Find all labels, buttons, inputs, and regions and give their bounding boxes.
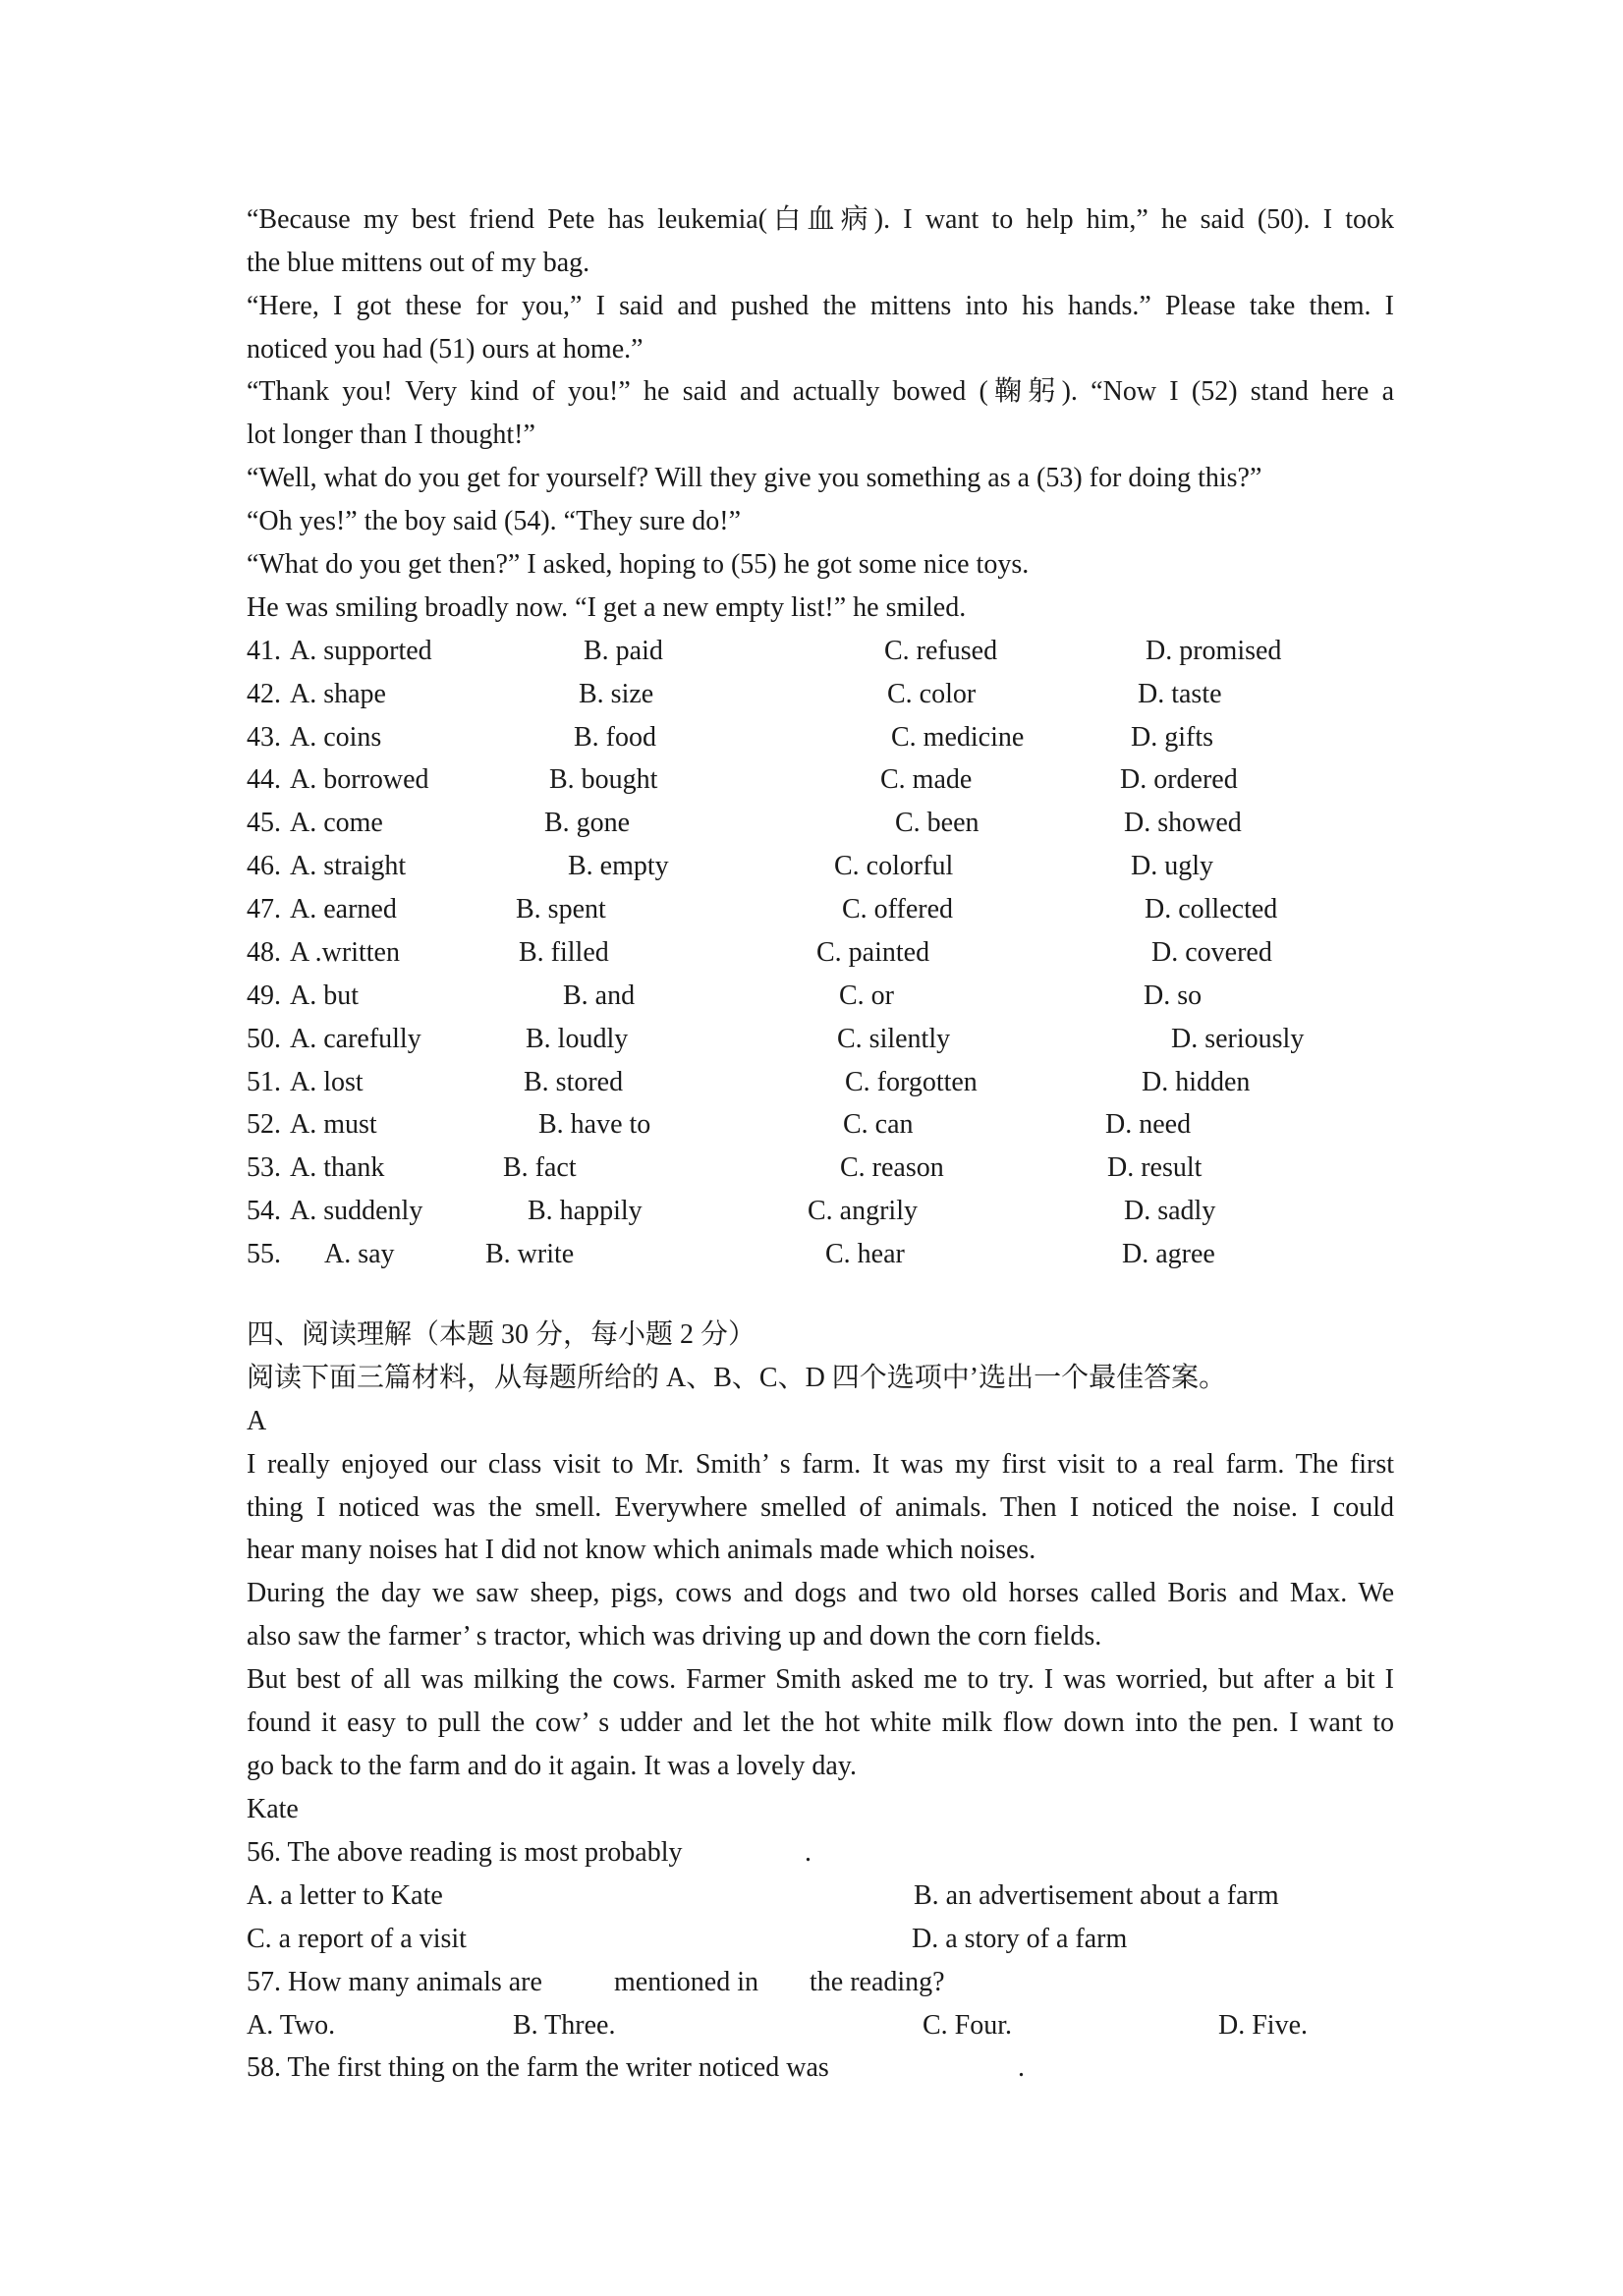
passage-line: During the day we saw sheep, pigs, cows and dogs and two old horses called Boris and Max. We	[247, 1578, 1394, 1608]
option-c: C. medicine	[891, 722, 1025, 753]
question-number: 51.	[247, 1067, 281, 1097]
option-b: B. write	[485, 1239, 575, 1269]
option-d: D. result	[1107, 1152, 1203, 1183]
option-d: D. Five.	[1218, 2010, 1308, 2041]
story-line: lot longer than I thought!”	[247, 420, 535, 450]
option-a: A. Two.	[247, 2010, 336, 2041]
option-d: D. promised	[1146, 636, 1282, 666]
option-b: B. gone	[544, 808, 631, 838]
question-number: 49.	[247, 980, 281, 1011]
option-d: D. ugly	[1131, 851, 1213, 881]
passage-line: also saw the farmer’ s tractor, which was driving up and down the corn fields.	[247, 1621, 1102, 1652]
option-c: C. Four.	[923, 2010, 1013, 2041]
option-b: B. size	[579, 679, 654, 709]
option-d: D. so	[1144, 980, 1203, 1011]
option-d: D. sadly	[1124, 1196, 1216, 1226]
option-a: A .written	[290, 937, 400, 968]
option-a: A. say	[324, 1239, 395, 1269]
option-c: C. colorful	[834, 851, 954, 881]
option-d: D. a story of a farm	[912, 1924, 1128, 1954]
option-b: B. Three.	[513, 2010, 616, 2041]
question-stem: 57. How many animals are	[247, 1967, 542, 1997]
option-b: B. stored	[524, 1067, 624, 1097]
question-stem: 56. The above reading is most probably	[247, 1837, 683, 1868]
question-stem: mentioned in	[614, 1967, 758, 1997]
passage-signature: Kate	[247, 1794, 299, 1824]
option-d: D. agree	[1122, 1239, 1215, 1269]
question-number: 43.	[247, 722, 281, 753]
passage-line: thing I noticed was the smell. Everywhere smelled of animals. Then I noticed the noise. I could	[247, 1492, 1394, 1523]
question-number: 54.	[247, 1196, 281, 1226]
story-line: He was smiling broadly now. “I get a new empty list!” he smiled.	[247, 592, 967, 623]
option-d: D. need	[1105, 1109, 1192, 1140]
option-c: C. angrily	[808, 1196, 918, 1226]
question-stem: 58. The first thing on the farm the writer noticed was	[247, 2052, 829, 2083]
option-a: A. must	[290, 1109, 377, 1140]
option-c: C. or	[839, 980, 894, 1011]
option-d: D. covered	[1151, 937, 1272, 968]
option-d: D. collected	[1145, 894, 1278, 924]
option-a: A. supported	[290, 636, 432, 666]
story-line: “Here, I got these for you,” I said and pushed the mittens into his hands.” Please take them. I	[247, 291, 1394, 321]
option-c: C. reason	[840, 1152, 944, 1183]
option-c: C. color	[887, 679, 977, 709]
story-line: “Thank you! Very kind of you!” he said and actually bowed (鞠躬). “Now I (52) stand here a	[247, 376, 1394, 407]
section-heading: 四、阅读理解（本题 30 分，每小题 2 分）	[247, 1319, 756, 1350]
option-b: B. loudly	[526, 1024, 629, 1054]
option-d: D. gifts	[1131, 722, 1213, 753]
option-a: A. coins	[290, 722, 382, 753]
option-b: B. bought	[549, 764, 658, 795]
story-line: “What do you get then?” I asked, hoping to (55) he got some nice toys.	[247, 549, 1030, 580]
option-d: D. hidden	[1142, 1067, 1251, 1097]
option-a: A. come	[290, 808, 383, 838]
question-number: 52.	[247, 1109, 281, 1140]
option-b: B. happily	[528, 1196, 643, 1226]
option-b: B. empty	[568, 851, 669, 881]
option-a: A. thank	[290, 1152, 385, 1183]
answer-blank: .	[1018, 2052, 1025, 2083]
question-number: 41.	[247, 636, 281, 666]
question-number: 47.	[247, 894, 281, 924]
question-number: 44.	[247, 764, 281, 795]
option-c: C. forgotten	[845, 1067, 978, 1097]
story-line: “Because my best friend Pete has leukemia(白血病). I want to help him,” he said (50). I took	[247, 204, 1394, 235]
option-c: C. been	[895, 808, 979, 838]
answer-blank: .	[805, 1837, 812, 1868]
option-c: C. a report of a visit	[247, 1924, 467, 1954]
question-number: 55.	[247, 1239, 281, 1269]
option-a: A. but	[290, 980, 359, 1011]
story-line: “Well, what do you get for yourself? Will they give you something as a (53) for doing this?”	[247, 463, 1262, 493]
option-c: C. offered	[842, 894, 953, 924]
passage-label: A	[247, 1406, 267, 1436]
option-c: C. made	[880, 764, 973, 795]
question-number: 45.	[247, 808, 281, 838]
option-b: B. fact	[503, 1152, 577, 1183]
option-b: B. filled	[519, 937, 609, 968]
option-b: B. and	[563, 980, 636, 1011]
story-line: noticed you had (51) ours at home.”	[247, 334, 644, 364]
option-a: A. borrowed	[290, 764, 429, 795]
section-instruction: 阅读下面三篇材料，从每题所给的 A、B、C、D 四个选项中’选出一个最佳答案。	[247, 1363, 1227, 1393]
option-c: C. can	[843, 1109, 914, 1140]
option-d: D. showed	[1124, 808, 1242, 838]
option-d: D. seriously	[1171, 1024, 1305, 1054]
option-a: A. straight	[290, 851, 407, 881]
passage-line: found it easy to pull the cow’ s udder and let the hot white milk flow down into the pen. I want to	[247, 1708, 1394, 1738]
option-a: A. a letter to Kate	[247, 1880, 443, 1911]
option-b: B. spent	[516, 894, 606, 924]
option-b: B. paid	[584, 636, 663, 666]
passage-line: But best of all was milking the cows. Farmer Smith asked me to try. I was worried, but after a bit I	[247, 1664, 1394, 1695]
option-d: D. ordered	[1120, 764, 1238, 795]
option-c: C. painted	[816, 937, 930, 968]
passage-line: go back to the farm and do it again. It was a lovely day.	[247, 1751, 857, 1781]
question-number: 48.	[247, 937, 281, 968]
option-a: A. shape	[290, 679, 386, 709]
option-a: A. earned	[290, 894, 397, 924]
question-number: 42.	[247, 679, 281, 709]
question-stem: the reading?	[810, 1967, 945, 1997]
question-number: 53.	[247, 1152, 281, 1183]
option-b: B. food	[574, 722, 656, 753]
option-a: A. lost	[290, 1067, 364, 1097]
option-c: C. hear	[825, 1239, 905, 1269]
option-d: D. taste	[1138, 679, 1222, 709]
question-number: 50.	[247, 1024, 281, 1054]
passage-line: I really enjoyed our class visit to Mr. Smith’ s farm. It was my first visit to a real farm. The first	[247, 1449, 1394, 1480]
option-c: C. refused	[884, 636, 998, 666]
option-a: A. carefully	[290, 1024, 421, 1054]
question-number: 46.	[247, 851, 281, 881]
option-c: C. silently	[837, 1024, 951, 1054]
option-a: A. suddenly	[290, 1196, 423, 1226]
story-line: the blue mittens out of my bag.	[247, 248, 590, 278]
passage-line: hear many noises hat I did not know which animals made which noises.	[247, 1535, 1036, 1565]
option-b: B. have to	[538, 1109, 651, 1140]
option-b: B. an advertisement about a farm	[914, 1880, 1279, 1911]
story-line: “Oh yes!” the boy said (54). “They sure do!”	[247, 506, 742, 536]
